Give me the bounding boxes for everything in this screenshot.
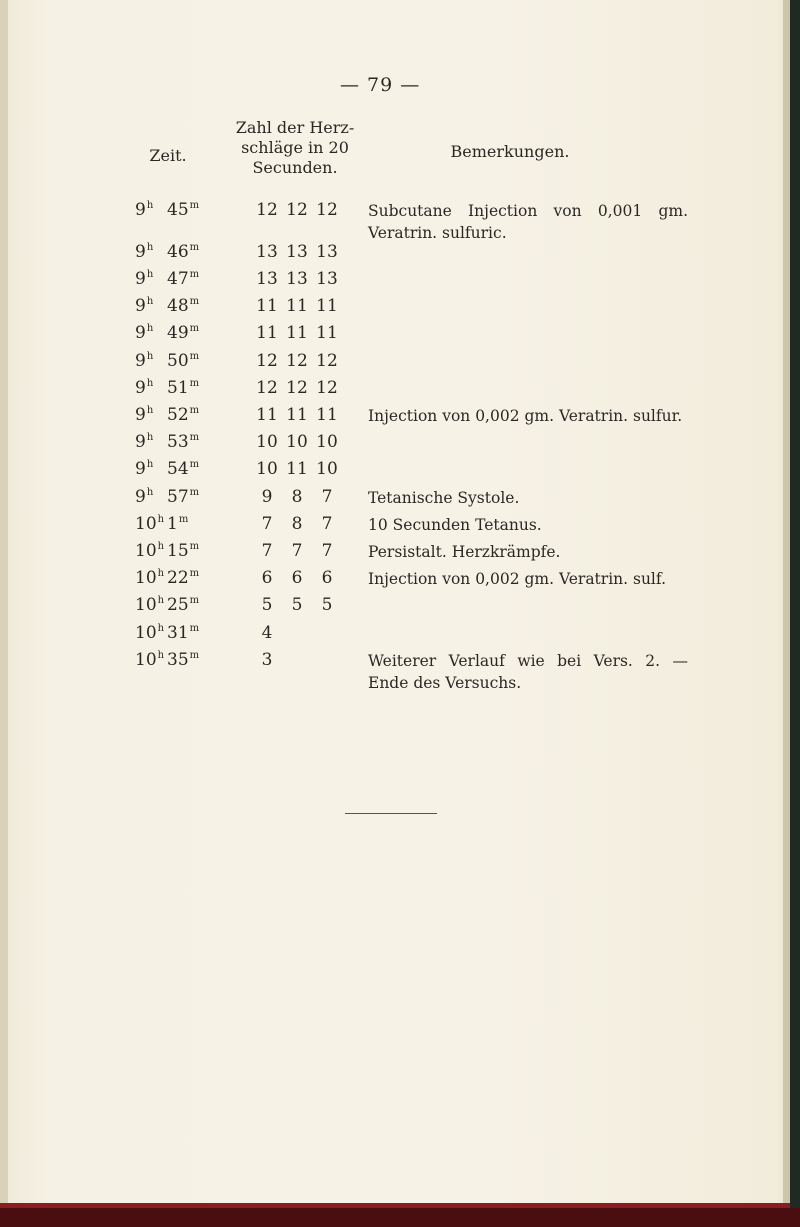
time-hour-value: 9 — [135, 432, 146, 452]
table-row — [0, 541, 790, 565]
heartbeat-count-2: 12 — [286, 200, 308, 220]
heartbeat-count-1: 13 — [256, 242, 278, 262]
time-minute-value: 22 — [167, 568, 189, 588]
remark — [368, 650, 688, 694]
time-minute-value: 54 — [167, 459, 189, 479]
time-hour — [135, 351, 153, 371]
time-hour-value: 9 — [135, 296, 146, 316]
book-cover-edge — [790, 0, 800, 1227]
table-row — [0, 432, 790, 456]
time-minute-unit: m — [189, 650, 200, 661]
heartbeat-count-3: 11 — [316, 323, 338, 343]
heartbeat-count-2: 12 — [286, 378, 308, 398]
time-hour-unit: h — [146, 296, 154, 307]
time-minute-unit: m — [189, 323, 200, 334]
heartbeat-count-1: 4 — [261, 623, 273, 643]
time-hour — [135, 200, 153, 220]
table-row — [0, 378, 790, 402]
time-minute-unit: m — [189, 405, 200, 416]
time-minute-unit: m — [189, 296, 200, 307]
heartbeat-count-1: 5 — [261, 595, 273, 615]
heartbeat-count-3: 7 — [321, 514, 333, 534]
time-hour — [135, 432, 153, 452]
time-hour-unit: h — [146, 405, 154, 416]
time-hour-value: 9 — [135, 242, 146, 262]
heartbeat-count-2: 7 — [291, 541, 303, 561]
remark — [368, 514, 688, 536]
time-minute-value: 45 — [167, 200, 189, 220]
time-minute — [167, 242, 199, 262]
heartbeat-count-1: 12 — [256, 351, 278, 371]
heartbeat-count-3: 12 — [316, 200, 338, 220]
table-row — [0, 351, 790, 375]
time-minute — [167, 378, 199, 398]
header-heartbeats-line1: Zahl der Herz- — [235, 118, 355, 137]
table-row — [0, 323, 790, 347]
time-hour — [135, 242, 153, 262]
time-hour-unit: h — [157, 541, 165, 552]
time-minute-unit: m — [189, 568, 200, 579]
time-hour-unit: h — [146, 487, 154, 498]
time-minute-unit: m — [189, 200, 200, 211]
time-minute — [167, 487, 199, 507]
remark — [368, 405, 688, 427]
heartbeat-count-1: 12 — [256, 378, 278, 398]
heartbeat-count-3: 11 — [316, 405, 338, 425]
time-minute — [167, 323, 199, 343]
heartbeat-count-3: 12 — [316, 378, 338, 398]
heartbeat-count-1: 13 — [256, 269, 278, 289]
heartbeat-count-3: 7 — [321, 541, 333, 561]
time-minute — [167, 568, 199, 588]
time-hour-value: 9 — [135, 351, 146, 371]
time-minute-value: 53 — [167, 432, 189, 452]
remark-line1: Tetanische Systole. — [368, 489, 520, 507]
time-minute-unit: m — [189, 351, 200, 362]
time-hour-value: 9 — [135, 405, 146, 425]
time-hour-value: 9 — [135, 269, 146, 289]
time-minute-value: 46 — [167, 242, 189, 262]
time-minute-value: 57 — [167, 487, 189, 507]
heartbeat-count-2: 5 — [291, 595, 303, 615]
heartbeat-count-3: 6 — [321, 568, 333, 588]
header-heartbeats-line2: schläge in 20 — [241, 138, 349, 157]
heartbeat-count-2: 11 — [286, 323, 308, 343]
time-minute-unit: m — [189, 432, 200, 443]
remark-line1: Persistalt. Herzkrämpfe. — [368, 543, 561, 561]
header-heartbeats-line3: Secunden. — [252, 158, 338, 177]
heartbeat-count-3: 11 — [316, 296, 338, 316]
time-hour-unit: h — [157, 514, 165, 525]
heartbeat-count-2: 12 — [286, 351, 308, 371]
time-minute-unit: m — [178, 514, 189, 525]
heartbeat-count-1: 7 — [261, 514, 273, 534]
remark — [368, 487, 688, 509]
table-row — [0, 200, 790, 242]
heartbeat-count-3: 7 — [321, 487, 333, 507]
time-hour-unit: h — [157, 568, 165, 579]
heartbeat-count-2: 11 — [286, 405, 308, 425]
time-minute — [167, 296, 199, 316]
table-row — [0, 269, 790, 293]
time-hour — [135, 541, 164, 561]
time-minute — [167, 405, 199, 425]
time-minute-unit: m — [189, 595, 200, 606]
remark — [368, 541, 688, 563]
header-remarks: Bemerkungen. — [450, 142, 570, 161]
time-hour — [135, 623, 164, 643]
time-hour-unit: h — [146, 351, 154, 362]
time-hour-unit: h — [157, 650, 165, 661]
heartbeat-count-3: 10 — [316, 432, 338, 452]
time-hour-unit: h — [146, 200, 154, 211]
heartbeat-count-1: 11 — [256, 323, 278, 343]
time-hour-unit: h — [146, 378, 154, 389]
time-hour-value: 10 — [135, 568, 157, 588]
time-hour-value: 9 — [135, 200, 146, 220]
time-hour-value: 10 — [135, 595, 157, 615]
time-minute-value: 15 — [167, 541, 189, 561]
table-row — [0, 487, 790, 511]
heartbeat-count-1: 12 — [256, 200, 278, 220]
table-row — [0, 405, 790, 429]
time-hour-value: 9 — [135, 459, 146, 479]
heartbeat-count-2: 6 — [291, 568, 303, 588]
table-row — [0, 623, 790, 647]
heartbeat-count-1: 10 — [256, 432, 278, 452]
time-minute-value: 51 — [167, 378, 189, 398]
time-hour-value: 9 — [135, 323, 146, 343]
time-minute-value: 31 — [167, 623, 189, 643]
time-hour-value: 10 — [135, 514, 157, 534]
book-cover-bottom — [0, 1208, 800, 1227]
time-hour-unit: h — [146, 432, 154, 443]
time-hour — [135, 650, 164, 670]
heartbeat-count-1: 3 — [261, 650, 273, 670]
time-minute — [167, 650, 199, 670]
time-minute — [167, 432, 199, 452]
time-minute-value: 1 — [167, 514, 178, 534]
time-minute-unit: m — [189, 378, 200, 389]
time-hour — [135, 378, 153, 398]
time-hour — [135, 459, 153, 479]
time-minute-unit: m — [189, 242, 200, 253]
heartbeat-count-2: 13 — [286, 269, 308, 289]
remark-line2: Veratrin. sulfuric. — [368, 224, 507, 242]
time-hour — [135, 405, 153, 425]
header-time: Zeit. — [149, 146, 187, 165]
heartbeat-count-3: 13 — [316, 269, 338, 289]
table-row — [0, 568, 790, 592]
table-row — [0, 650, 790, 692]
remark-line1: 10 Secunden Tetanus. — [368, 516, 542, 534]
time-hour-value: 10 — [135, 541, 157, 561]
heartbeat-count-2: 10 — [286, 432, 308, 452]
time-minute — [167, 541, 199, 561]
time-minute-value: 50 — [167, 351, 189, 371]
time-hour-unit: h — [157, 623, 165, 634]
time-hour — [135, 568, 164, 588]
remark — [368, 200, 688, 244]
time-hour — [135, 487, 153, 507]
time-hour — [135, 296, 153, 316]
heartbeat-count-2: 11 — [286, 296, 308, 316]
time-minute-value: 49 — [167, 323, 189, 343]
time-minute-value: 52 — [167, 405, 189, 425]
remark-line2: Ende des Versuchs. — [368, 674, 522, 692]
time-hour-unit: h — [146, 269, 154, 280]
heartbeat-count-3: 10 — [316, 459, 338, 479]
heartbeat-count-1: 7 — [261, 541, 273, 561]
table-row — [0, 514, 790, 538]
remark-line1: Injection von 0,002 gm. Veratrin. sulfur. — [368, 407, 683, 425]
heartbeat-count-2: 8 — [291, 487, 303, 507]
heartbeat-count-2: 8 — [291, 514, 303, 534]
table-row — [0, 242, 790, 266]
table-row — [0, 459, 790, 483]
remark-line1: Injection von 0,002 gm. Veratrin. sulf. — [368, 570, 666, 588]
time-minute-unit: m — [189, 459, 200, 470]
time-minute — [167, 269, 199, 289]
time-hour — [135, 595, 164, 615]
heartbeat-count-1: 11 — [256, 296, 278, 316]
heartbeat-count-1: 11 — [256, 405, 278, 425]
heartbeat-count-1: 10 — [256, 459, 278, 479]
heartbeat-count-1: 9 — [261, 487, 273, 507]
time-hour-unit: h — [146, 242, 154, 253]
time-minute-unit: m — [189, 487, 200, 498]
table-row — [0, 296, 790, 320]
table-row — [0, 595, 790, 619]
time-hour — [135, 514, 164, 534]
time-minute-value: 35 — [167, 650, 189, 670]
heartbeat-count-2: 11 — [286, 459, 308, 479]
heartbeat-count-3: 12 — [316, 351, 338, 371]
time-minute — [167, 623, 199, 643]
end-rule — [345, 813, 437, 814]
time-minute — [167, 351, 199, 371]
time-hour — [135, 269, 153, 289]
time-hour-unit: h — [146, 459, 154, 470]
time-hour-value: 9 — [135, 378, 146, 398]
heartbeat-count-1: 6 — [261, 568, 273, 588]
time-hour-unit: h — [157, 595, 165, 606]
time-minute-value: 48 — [167, 296, 189, 316]
time-hour — [135, 323, 153, 343]
time-minute — [167, 200, 199, 220]
time-minute-value: 25 — [167, 595, 189, 615]
heartbeat-count-2: 13 — [286, 242, 308, 262]
time-hour-value: 10 — [135, 650, 157, 670]
remark-line1: Subcutane Injection von 0,001 gm. — [368, 202, 688, 220]
time-minute — [167, 459, 199, 479]
remark — [368, 568, 688, 590]
time-minute-unit: m — [189, 269, 200, 280]
header-heartbeats — [220, 118, 370, 178]
time-hour-value: 9 — [135, 487, 146, 507]
time-minute-unit: m — [189, 541, 200, 552]
time-minute — [167, 595, 199, 615]
time-minute-unit: m — [189, 623, 200, 634]
page-number: — 79 — — [340, 74, 421, 96]
heartbeat-count-3: 13 — [316, 242, 338, 262]
time-minute — [167, 514, 188, 534]
heartbeat-count-3: 5 — [321, 595, 333, 615]
time-hour-unit: h — [146, 323, 154, 334]
time-minute-value: 47 — [167, 269, 189, 289]
remark-line1: Weiterer Verlauf wie bei Vers. 2. — — [368, 652, 688, 670]
time-hour-value: 10 — [135, 623, 157, 643]
